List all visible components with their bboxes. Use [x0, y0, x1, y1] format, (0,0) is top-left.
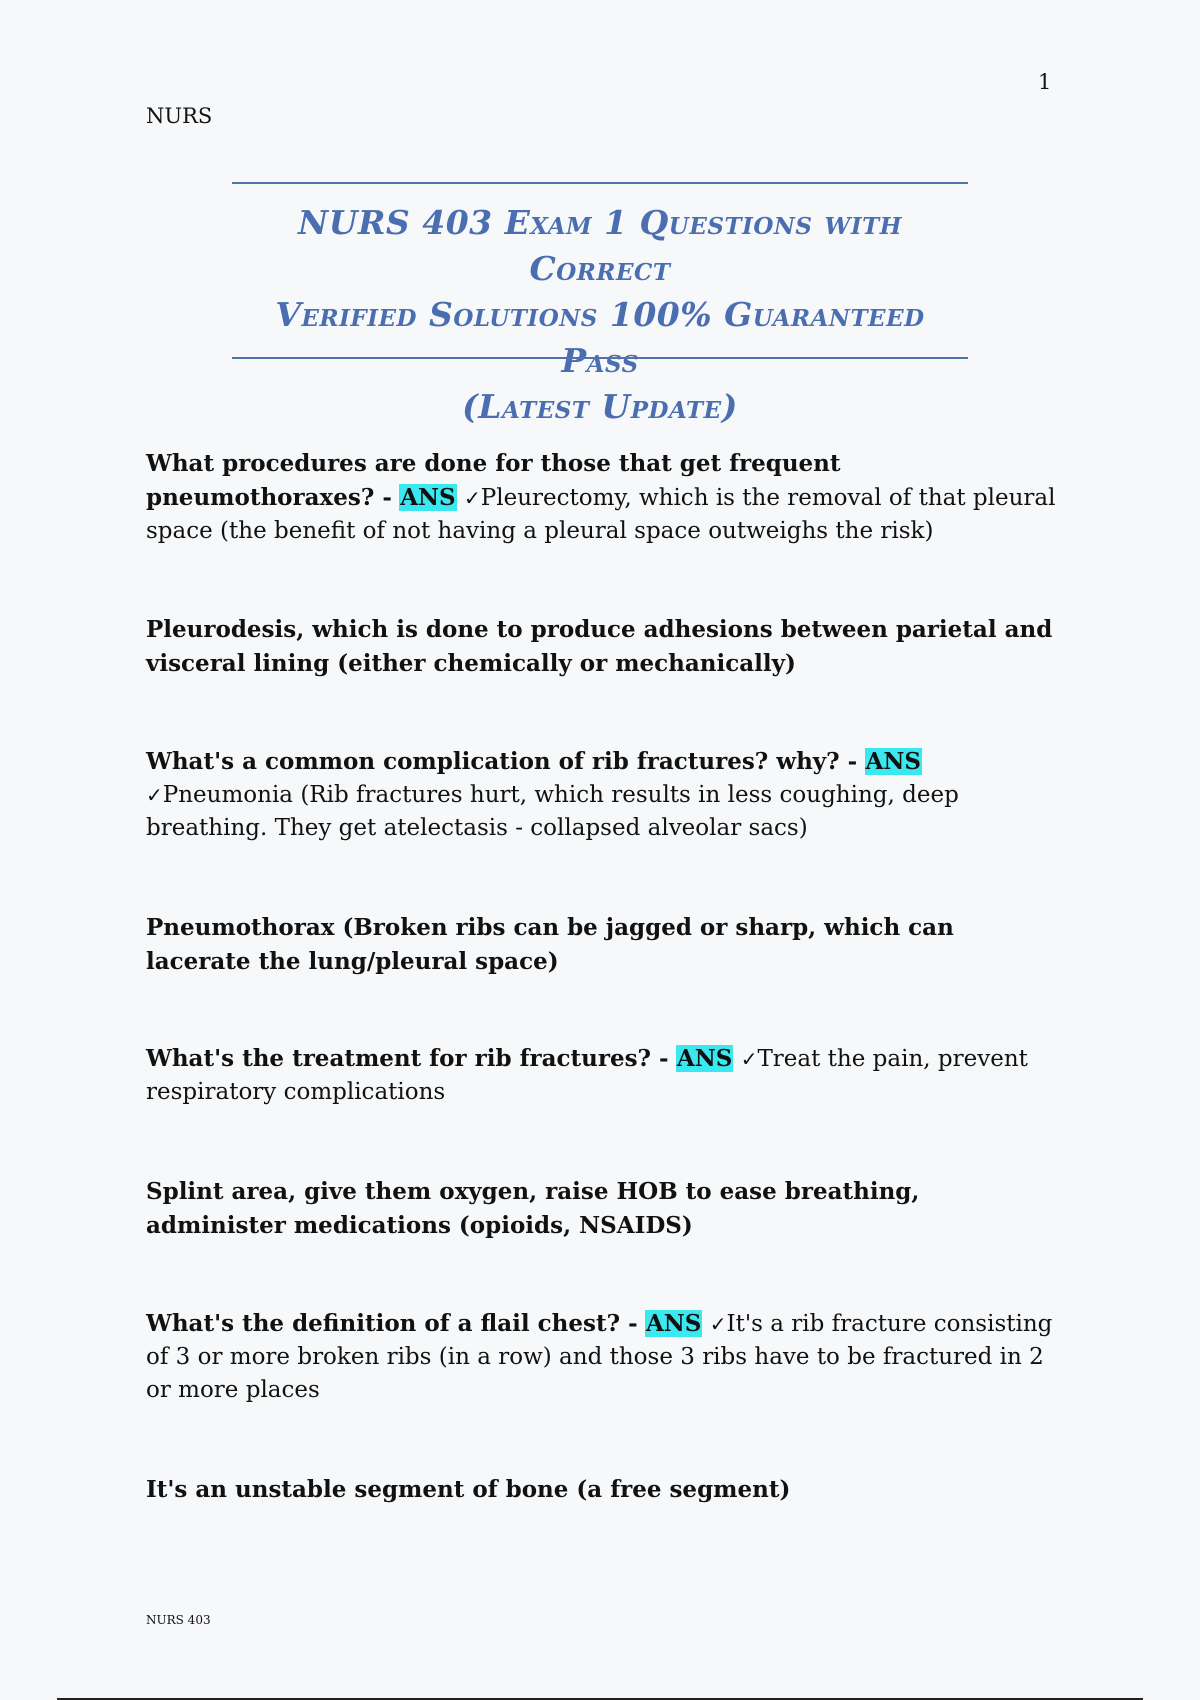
question-text: Pneumothorax (Broken ribs can be jagged or sharp, which can lacerate the lung/pleural space) [146, 914, 954, 975]
answer-text: Treat the pain, prevent respiratory complications [146, 1046, 1028, 1105]
title-rule-bottom [232, 357, 968, 359]
ans-label: ANS [676, 1045, 733, 1072]
question-text: What's the treatment for rib fractures? - [146, 1045, 669, 1072]
title-line-2: Verified Solutions 100% Guaranteed Pass [275, 295, 925, 380]
answer-text: It's a rib fracture consisting of 3 or more broken ribs (in a row) and those 3 ribs have to be fractured in 2 or more places [146, 1311, 1053, 1403]
page-number: 1 [1038, 70, 1052, 94]
check-icon: ✓ [709, 1312, 727, 1336]
qa-entry-5 [146, 1042, 1056, 1109]
question-text: Pleurodesis, which is done to produce adhesions between parietal and visceral lining (either chemically or mechanically) [146, 616, 1053, 677]
question-text: It's an unstable segment of bone (a free segment) [146, 1476, 791, 1503]
ans-label: ANS [645, 1310, 702, 1337]
ans-label: ANS [400, 484, 456, 511]
ans-label: ANS [865, 748, 921, 775]
title-line-1: NURS 403 Exam 1 Questions with Correct [298, 203, 902, 288]
question-text: What's the definition of a flail chest? - [146, 1310, 638, 1337]
running-head: NURS [146, 104, 213, 128]
title-line-3: (Latest Update) [462, 387, 738, 426]
qa-entry-7 [146, 1307, 1056, 1407]
check-icon: ✓ [463, 486, 481, 510]
answer-text: Pleurectomy, which is the removal of that pleural space (the benefit of not having a pleural space outweighs the risk) [146, 485, 1056, 544]
qa-entry-6 [146, 1175, 1056, 1243]
qa-entry-4 [146, 911, 1056, 979]
title-rule-top [232, 182, 968, 184]
document-title [232, 200, 968, 430]
qa-entry-3 [146, 745, 1056, 845]
qa-entry-1 [146, 447, 1056, 548]
question-text: What procedures are done for those that get frequent pneumothoraxes? - [146, 450, 841, 511]
qa-entry-8 [146, 1473, 1056, 1507]
qa-entry-2 [146, 613, 1056, 681]
question-text: Splint area, give them oxygen, raise HOB to ease breathing, administer medications (opioids, NSAIDS) [146, 1178, 920, 1239]
check-icon: ✓ [146, 783, 163, 807]
answer-text: Pneumonia (Rib fractures hurt, which results in less coughing, deep breathing. They get atelectasis - collapsed alveolar sacs) [146, 782, 959, 841]
question-text: What's a common complication of rib fractures? why? - [146, 748, 858, 775]
footer-label: NURS 403 [146, 1613, 211, 1627]
check-icon: ✓ [740, 1047, 758, 1071]
